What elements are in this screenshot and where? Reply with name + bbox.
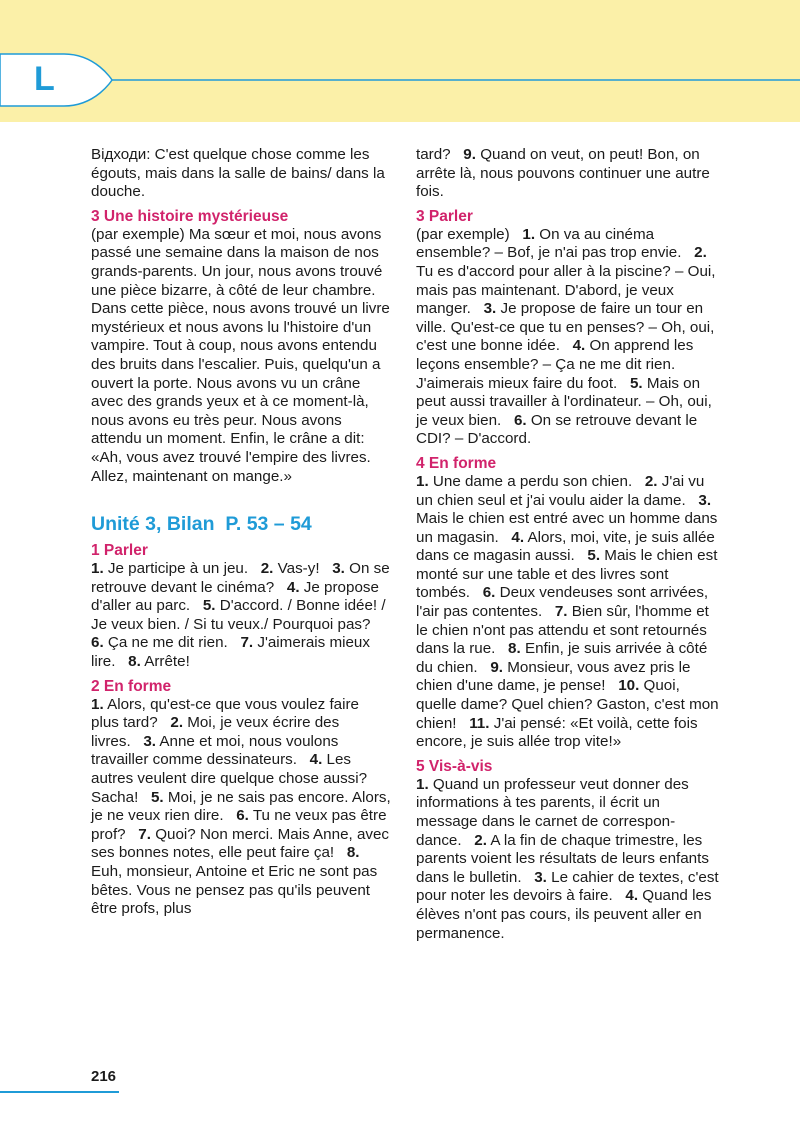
item-text: Quoi? Non merci. Mais Anne, avec ses bonnes notes, elle peut faire ça!	[91, 825, 390, 862]
item-number: 7.	[554, 603, 568, 621]
unit-heading	[91, 512, 391, 536]
continuation-paragraph	[416, 146, 722, 202]
item-number: 8.	[508, 640, 521, 658]
item-number: 2.	[644, 472, 658, 490]
section-en-forme-2	[416, 455, 722, 752]
item-text: Ça ne me dit rien.	[107, 634, 228, 652]
item-text: Monsieur, vous avez pris le chien d'une dame, je pense!	[416, 658, 691, 695]
item-number: 9.	[463, 146, 476, 163]
item-number: 6.	[482, 584, 496, 602]
item-text: A la fin de chaque trimestre, les parents voient les résultats de leurs enfants dans le bulletin.	[416, 831, 709, 886]
section-title: 2 En forme	[91, 677, 172, 695]
item-number: 5.	[202, 597, 216, 615]
item-number: 6.	[513, 411, 527, 429]
item-text: On se retrouve devant le cinéma?	[91, 560, 390, 596]
section-parler-2	[416, 208, 722, 449]
item-text: Enfin, je suis arrivée à côté du chien.	[416, 640, 708, 676]
item-number: 4.	[625, 887, 639, 905]
item-text: Alors, qu'est-ce que vous voulez faire plus tard?	[91, 695, 359, 732]
item-text: Alors, moi, vite, je suis allée dans ce magasin aussi.	[416, 528, 715, 565]
item-text: Tu ne veux pas être prof?	[91, 807, 387, 843]
item-number: 6.	[236, 807, 249, 825]
section-text: (par exemple) Ma sœur et moi, nous avons passé une semaine dans la maison de nos grands-parents. Un jour, nous avons trouvé une pièce bizarre, à côté de leur chambre. Dans cette pièce, nous avons trouvé un livre mystérieux et nous avons lu l'histoire d'un vampire. Tout à coup, nous avons entendu des bruits dans l'escalier. Puis, quelqu'un a ouvert la porte. Nous avons vu un crâne avec des grands yeux et à ce moment-là, nous avons eu très peur. Nous avons attendu un moment. Enfin, le crâne a dit: «Ah, vous avez trouvé l'empire des livres. Allez, maintenant on mange.»	[91, 225, 390, 485]
section-en-forme	[91, 678, 391, 919]
example-lead: (par exemple)	[416, 225, 510, 243]
item-number: 3.	[698, 491, 712, 509]
item-number: 10.	[618, 677, 640, 695]
section-title: 5 Vis-à-vis	[416, 757, 493, 775]
item-number: 3.	[332, 560, 345, 578]
item-text: Une dame a perdu son chien.	[432, 472, 633, 490]
item-text: Euh, monsieur, Antoine et Eric ne sont pas bêtes. Vous ne pensez pas qu'ils peuvent être profs, plus	[91, 863, 378, 918]
section-title: 4 En forme	[416, 454, 497, 472]
item-text: Moi, je veux écrire des livres.	[91, 714, 340, 750]
item-number: 7.	[138, 825, 151, 843]
item-text: Anne et moi, nous voulons travailler comme dessinateurs.	[91, 732, 339, 769]
section-histoire	[91, 208, 391, 486]
section-title: 3 Une histoire mystérieuse	[91, 207, 289, 225]
item-number: 4.	[286, 578, 300, 596]
item-text: Je propose de faire un tour en ville. Qu'est-ce que tu en penses? – Oh, oui, c'est une bonne idée.	[416, 300, 715, 355]
section-letter: L	[34, 59, 55, 98]
header-swoosh	[0, 40, 800, 120]
item-number: 1.	[522, 225, 536, 243]
item-text: Mais on peut aussi travailler à l'ordinateur. – Oh, oui, je veux bien.	[416, 374, 712, 429]
item-number: 11.	[469, 714, 490, 732]
item-text: Deux vendeuses sont arrivées, l'air pas contentes.	[416, 584, 709, 621]
item-number: 3.	[534, 868, 547, 886]
answer-list	[91, 696, 391, 919]
page-number: 216	[91, 1068, 117, 1085]
answer-list	[91, 560, 391, 672]
item-text: Bien sûr, l'homme et le chien n'ont pas attendu et sont retournés dans la rue.	[416, 603, 709, 658]
item-number: 4.	[511, 528, 525, 546]
item-text: Vas-y!	[277, 560, 320, 578]
item-number: 1.	[416, 472, 429, 490]
item-text: D'accord. / Bonne idée! / Je veux bien. / Si tu veux./ Pourquoi pas?	[91, 597, 386, 633]
item-number: 3.	[483, 300, 497, 318]
item-text: Quand les élèves n'ont pas cours, ils peuvent aller en permanence.	[416, 887, 712, 942]
footer-rule	[0, 1091, 119, 1093]
item-text: On va au cinéma ensemble? – Bof, je n'ai pas trop envie.	[416, 225, 682, 262]
unit-title: Unité 3, Bilan	[91, 513, 215, 536]
section-title: 1 Parler	[91, 542, 148, 560]
item-number: 3.	[143, 732, 157, 750]
item-number: 6.	[91, 634, 104, 652]
item-number: 2.	[694, 244, 707, 262]
right-column	[416, 146, 722, 943]
item-text: Je propose d'aller au parc.	[91, 578, 379, 615]
item-number: 9.	[490, 658, 503, 676]
item-number: 8.	[346, 844, 360, 862]
section-parler	[91, 542, 391, 672]
item-text: Mais le chien est monté sur une table et des livres sont tombés.	[416, 547, 718, 602]
item-text: Mais le chien est entré avec un homme dans un magasin.	[416, 510, 718, 546]
item-text: Quand un professeur veut donner des informations à tes parents, il écrit un message dans le carnet de correspon-dance.	[416, 775, 689, 849]
unit-pages: P. 53 – 54	[225, 513, 312, 536]
item-text: Je participe à un jeu.	[107, 560, 249, 578]
section-title: 3 Parler	[416, 207, 473, 225]
item-text: J'ai vu un chien seul et j'ai voulu aider la dame.	[416, 472, 705, 509]
item-text: On apprend les leçons ensemble? – Ça ne me dit rien. J'aimerais mieux faire du foot.	[416, 337, 694, 392]
item-number: 1.	[91, 560, 104, 578]
item-text: Quand on veut, on peut! Bon, on arrête là, nous pouvons continuer une autre fois.	[416, 146, 710, 201]
item-text: Quoi, quelle dame? Quel chien? Gaston, c'est mon chien!	[416, 677, 719, 732]
item-text: Tu es d'accord pour aller à la piscine? – Oui, mais pas maintenant. D'abord, je veux manger.	[416, 262, 716, 318]
left-column	[91, 146, 391, 919]
answer-list	[416, 473, 722, 752]
item-text: Les autres veulent dire quelque chose aussi? Sacha!	[91, 751, 368, 806]
item-text: Arrête!	[144, 653, 190, 671]
item-text: On se retrouve devant le CDI? – D'accord.	[416, 411, 698, 448]
item-number: 2.	[260, 560, 274, 578]
item-number: 7.	[240, 634, 254, 652]
item-number: 2.	[474, 831, 487, 849]
answer-list	[416, 776, 722, 943]
item-number: 5.	[150, 788, 164, 806]
item-number: 8.	[128, 653, 141, 671]
item-text: J'ai pensé: «Et voilà, cette fois encore, je suis allée trop vite!»	[416, 714, 698, 751]
item-number: 1.	[91, 695, 104, 713]
item-number: 4.	[572, 337, 586, 355]
item-text: J'aimerais mieux lire.	[91, 634, 370, 671]
item-text: Moi, je ne sais pas encore. Alors, je ne veux rien dire.	[91, 788, 391, 825]
item-number: 5.	[629, 374, 643, 392]
intro-paragraph: Відходи: C'est quelque chose comme les égouts, mais dans la salle de bains/ dans la douche.	[91, 146, 385, 201]
item-number: 5.	[587, 547, 601, 565]
item-number: 4.	[309, 751, 323, 769]
section-vis-a-vis	[416, 758, 722, 943]
item-number: 2.	[170, 714, 184, 732]
answer-list	[416, 226, 722, 449]
continuation-lead: tard?	[416, 146, 451, 163]
item-number: 1.	[416, 775, 429, 793]
item-text: Le cahier de textes, c'est pour noter les devoirs à faire.	[416, 868, 719, 905]
